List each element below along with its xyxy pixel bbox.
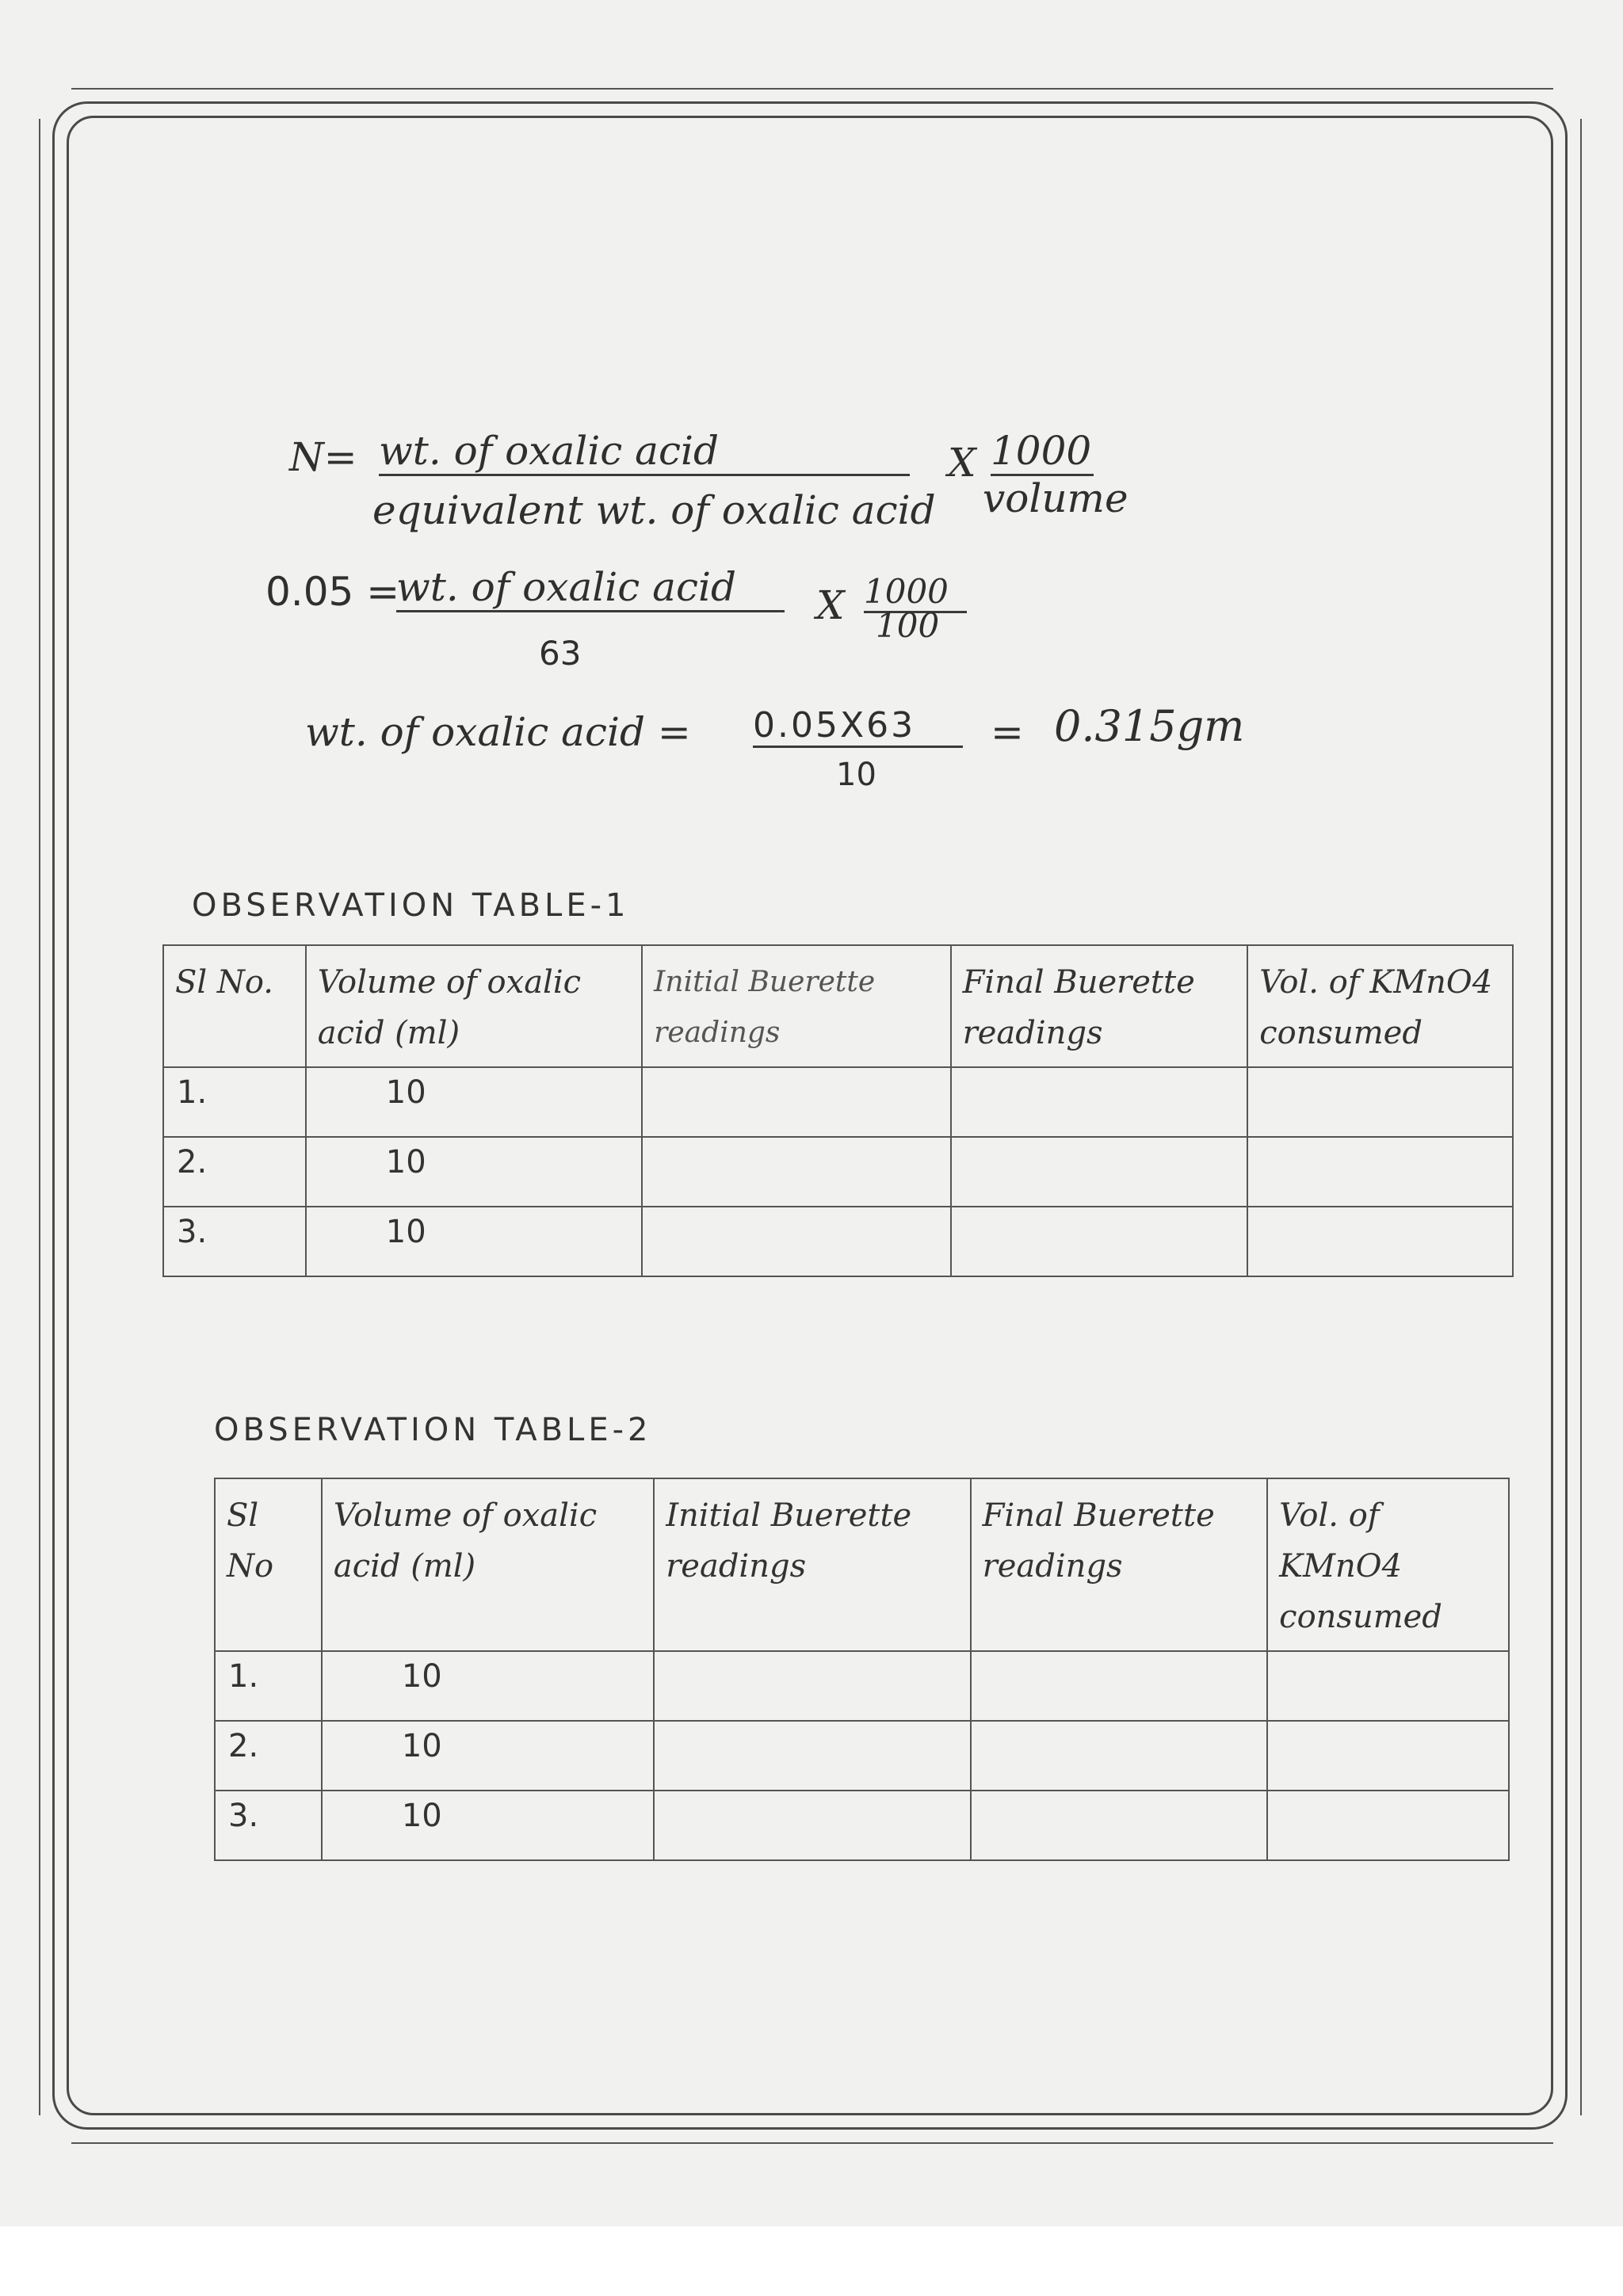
step2-factor-num: 1000 (864, 572, 967, 613)
step2-denominator: 63 (539, 634, 582, 673)
cell-final (951, 1137, 1248, 1207)
step3-denominator: 10 (836, 757, 876, 793)
cell-sl: 2. (215, 1721, 322, 1791)
cell-volume: 10 (306, 1207, 642, 1276)
step3-lhs: wt. of oxalic acid = (305, 709, 691, 755)
col-header-final: Final Buerette readings (951, 945, 1248, 1067)
cell-consumed (1267, 1721, 1509, 1791)
table-row (215, 1721, 1509, 1791)
col-header-consumed: Vol. of KMnO4 consumed (1247, 945, 1513, 1067)
col-header-initial: Initial Buerette readings (654, 1478, 970, 1651)
cell-final (971, 1651, 1268, 1721)
col-header-sl: Sl No. (163, 945, 306, 1067)
normality-numerator: wt. of oxalic acid (379, 428, 910, 476)
cell-initial (654, 1651, 970, 1721)
step2-times: X (816, 582, 845, 628)
cell-consumed (1247, 1137, 1513, 1207)
step3-result: 0.315gm (1054, 701, 1245, 751)
cell-final (971, 1721, 1268, 1791)
cell-sl: 3. (163, 1207, 306, 1276)
normality-lhs: N= (289, 434, 357, 480)
cell-sl: 1. (163, 1067, 306, 1137)
cell-consumed (1267, 1791, 1509, 1860)
table-row (163, 1207, 1513, 1276)
table-header-row (163, 945, 1513, 1067)
cell-sl: 3. (215, 1791, 322, 1860)
table-row (215, 1791, 1509, 1860)
step2-numerator: wt. of oxalic acid (396, 564, 785, 612)
cell-consumed (1267, 1651, 1509, 1721)
cell-consumed (1247, 1207, 1513, 1276)
cell-volume: 10 (322, 1791, 654, 1860)
bottom-margin (0, 2226, 1623, 2296)
cell-initial (642, 1137, 950, 1207)
normality-times: X (948, 440, 976, 486)
cell-volume: 10 (322, 1651, 654, 1721)
cell-volume: 10 (306, 1137, 642, 1207)
cell-volume: 10 (306, 1067, 642, 1137)
cell-volume: 10 (322, 1721, 654, 1791)
table-row (215, 1651, 1509, 1721)
col-header-volume: Volume of oxalic acid (ml) (322, 1478, 654, 1651)
cell-initial (642, 1067, 950, 1137)
cell-initial (642, 1207, 950, 1276)
col-header-final: Final Buerette readings (971, 1478, 1268, 1651)
normality-factor-den: volume (983, 475, 1128, 521)
table-row (163, 1067, 1513, 1137)
col-header-sl: Sl No (215, 1478, 322, 1651)
cell-initial (654, 1791, 970, 1860)
step2-factor-den: 100 (876, 606, 940, 645)
table2-title: OBSERVATION TABLE-2 (214, 1412, 652, 1448)
cell-sl: 2. (163, 1137, 306, 1207)
normality-denominator: equivalent wt. of oxalic acid (372, 487, 936, 533)
cell-final (951, 1207, 1248, 1276)
table-row (163, 1137, 1513, 1207)
normality-factor-num: 1000 (991, 428, 1094, 476)
cell-final (971, 1791, 1268, 1860)
observation-table-2 (214, 1478, 1510, 1861)
step3-numerator: 0.05X63 (753, 705, 963, 748)
cell-final (951, 1067, 1248, 1137)
col-header-initial: Initial Buerette readings (642, 945, 950, 1067)
cell-initial (654, 1721, 970, 1791)
col-header-volume: Volume of oxalic acid (ml) (306, 945, 642, 1067)
table-header-row (215, 1478, 1509, 1651)
step2-lhs: 0.05 = (265, 569, 400, 615)
table1-title: OBSERVATION TABLE-1 (192, 887, 630, 924)
observation-table-1 (162, 944, 1514, 1277)
step3-equals: = (991, 709, 1024, 755)
cell-sl: 1. (215, 1651, 322, 1721)
col-header-consumed: Vol. of KMnO4 consumed (1267, 1478, 1509, 1651)
cell-consumed (1247, 1067, 1513, 1137)
